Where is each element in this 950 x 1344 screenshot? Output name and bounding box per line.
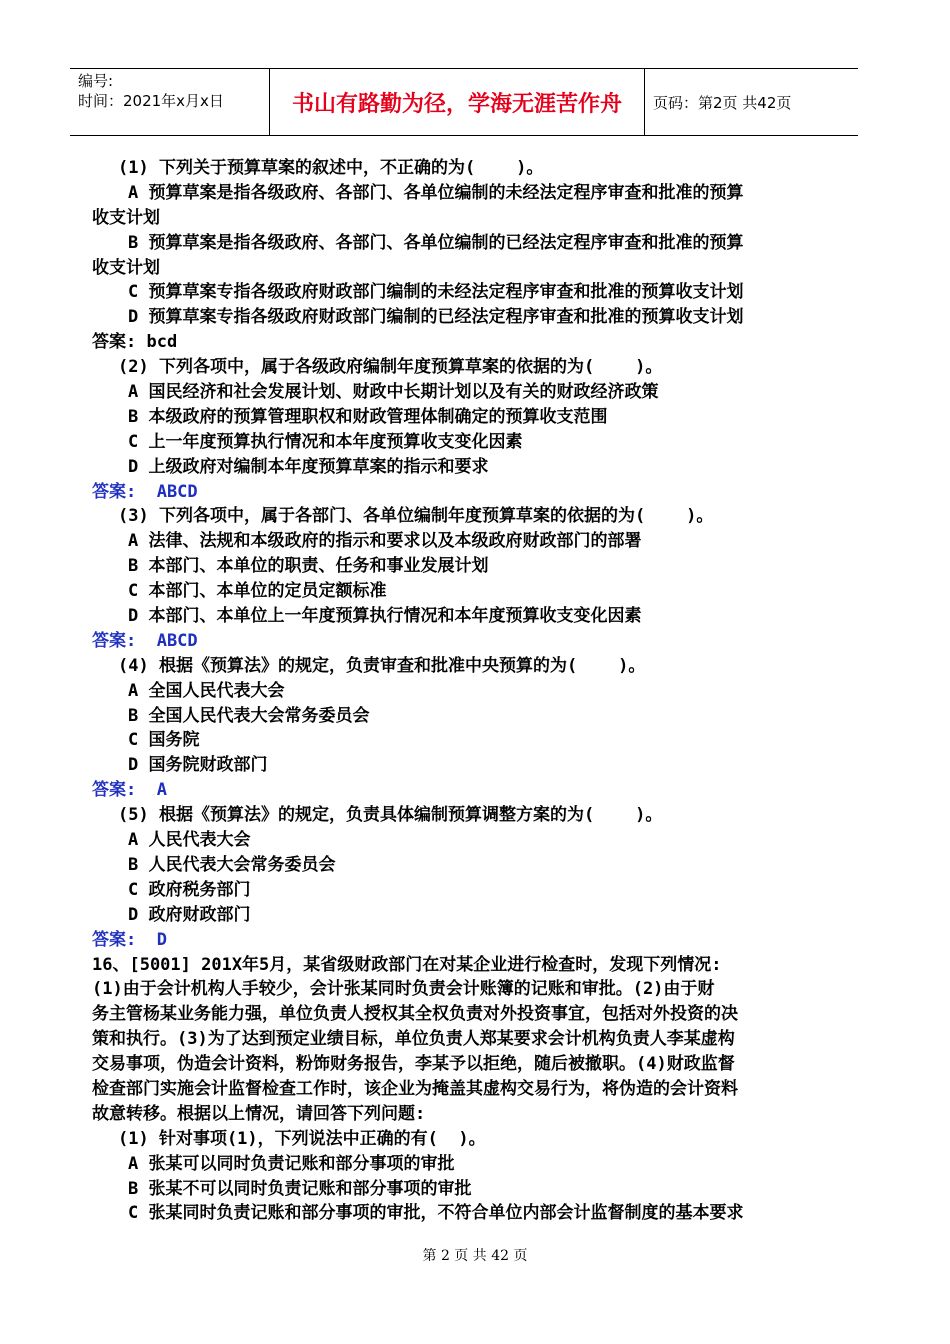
text-line: B 预算草案是指各级政府、各部门、各单位编制的已经法定程序审查和批准的预算 <box>128 232 744 253</box>
text-line: (2) 下列各项中，属于各级政府编制年度预算草案的依据的为( )。 <box>118 357 663 378</box>
text-line: B 张某不可以同时负责记账和部分事项的审批 <box>128 1178 472 1199</box>
text-line: 收支计划 <box>92 207 160 228</box>
text-line: 答案: D <box>92 929 167 950</box>
text-line: 16、[5001] 201X年5月，某省级财政部门在对某企业进行检查时，发现下列情况: <box>92 954 722 975</box>
text-line: (1) 下列关于预算草案的叙述中，不正确的为( )。 <box>118 158 544 178</box>
text-line: 策和执行。(3)为了达到预定业绩目标，单位负责人郑某要求会计机构负责人李某虚构 <box>92 1029 735 1050</box>
text-line: B 全国人民代表大会常务委员会 <box>128 705 370 726</box>
text-line: D 政府财政部门 <box>128 904 251 925</box>
text-line: 答案: A <box>92 780 167 801</box>
text-line: 检查部门实施会计监督检查工作时，该企业为掩盖其虚构交易行为，将伪造的会计资料 <box>92 1078 738 1099</box>
text-line: (4) 根据《预算法》的规定，负责审查和批准中央预算的为( )。 <box>118 655 646 676</box>
text-line: A 全国人民代表大会 <box>128 680 285 701</box>
page-header <box>70 68 858 136</box>
text-line: 收支计划 <box>92 257 160 278</box>
text-line: (1)由于会计机构人手较少，会计张某同时负责会计账簿的记账和审批。(2)由于财 <box>92 979 715 1000</box>
text-line: A 人民代表大会 <box>128 830 251 851</box>
text-line: C 上一年度预算执行情况和本年度预算收支变化因素 <box>128 431 523 452</box>
text-line: 答案: bcd <box>92 332 178 353</box>
text-line: A 张某可以同时负责记账和部分事项的审批 <box>128 1153 455 1174</box>
text-line: C 政府税务部门 <box>128 879 251 900</box>
text-line: 务主管杨某业务能力强，单位负责人授权其全权负责对外投资事宜，包括对外投资的决 <box>92 1004 738 1025</box>
text-line: A 国民经济和社会发展计划、财政中长期计划以及有关的财政经济政策 <box>128 382 659 403</box>
text-line: B 本级政府的预算管理职权和财政管理体制确定的预算收支范围 <box>128 406 608 427</box>
text-line: (1) 针对事项(1)，下列说法中正确的有( )。 <box>118 1128 486 1149</box>
text-line: B 本部门、本单位的职责、任务和事业发展计划 <box>128 556 489 577</box>
text-line: C 预算草案专指各级政府财政部门编制的未经法定程序审查和批准的预算收支计划 <box>128 282 744 303</box>
text-line: B 人民代表大会常务委员会 <box>128 854 336 875</box>
header-info <box>70 69 270 135</box>
text-line: D 预算草案专指各级政府财政部门编制的已经法定程序审查和批准的预算收支计划 <box>128 307 744 328</box>
header-page-number: 页码：第2页 共42页 <box>653 93 792 112</box>
document-body <box>92 156 832 1226</box>
text-line: C 本部门、本单位的定员定额标准 <box>128 581 387 602</box>
document-time-label: 时间：2021年x月x日 <box>78 92 224 110</box>
text-line: 答案: ABCD <box>92 481 198 502</box>
text-line: (3) 下列各项中，属于各部门、各单位编制年度预算草案的依据的为( )。 <box>118 506 714 527</box>
page-footer: 第 2 页 共 42 页 <box>422 1248 528 1264</box>
text-line: 答案: ABCD <box>92 630 198 651</box>
text-line: A 法律、法规和本级政府的指示和要求以及本级政府财政部门的部署 <box>128 531 642 552</box>
text-line: (5) 根据《预算法》的规定，负责具体编制预算调整方案的为( )。 <box>118 805 663 826</box>
text-line: D 本部门、本单位上一年度预算执行情况和本年度预算收支变化因素 <box>128 606 642 627</box>
text-line: A 预算草案是指各级政府、各部门、各单位编制的未经法定程序审查和批准的预算 <box>128 182 744 203</box>
text-line: 交易事项，伪造会计资料，粉饰财务报告，李某予以拒绝，随后被撤职。(4)财政监督 <box>92 1054 735 1075</box>
text-line: D 国务院财政部门 <box>128 755 268 776</box>
text-line: C 国务院 <box>128 730 200 751</box>
text-line: C 张某同时负责记账和部分事项的审批，不符合单位内部会计监督制度的基本要求 <box>128 1203 744 1224</box>
document-number-label: 编号: <box>78 72 114 90</box>
text-line: 故意转移。根据以上情况，请回答下列问题: <box>92 1103 426 1124</box>
header-motto: 书山有路勤为径，学海无涯苦作舟 <box>270 69 645 135</box>
text-line: D 上级政府对编制本年度预算草案的指示和要求 <box>128 456 489 477</box>
